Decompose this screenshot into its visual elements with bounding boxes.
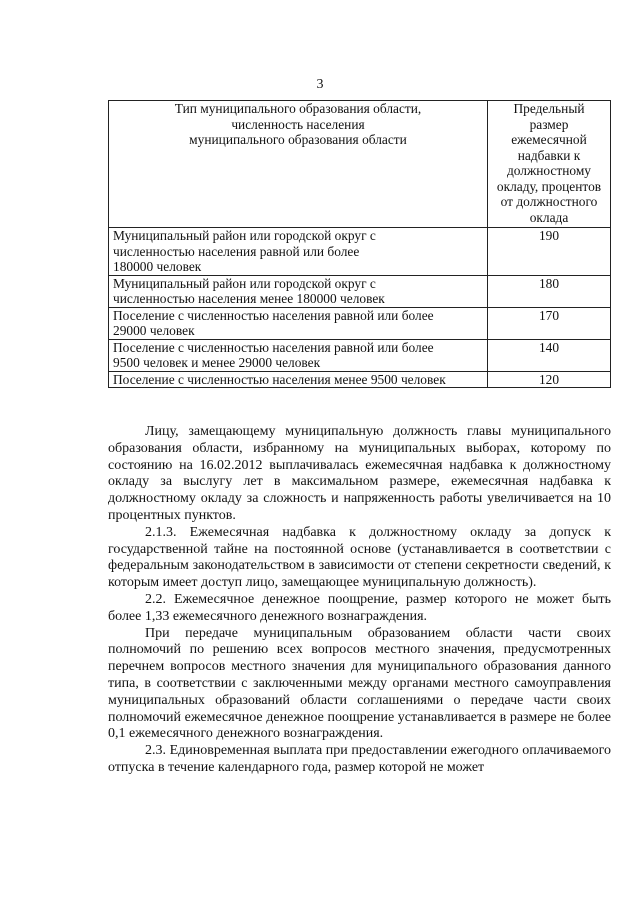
header-line: оклада	[529, 209, 569, 225]
header-line: окладу, процентов	[496, 178, 602, 194]
cell-line: 29000 человек	[113, 323, 195, 338]
header-line: ежемесячной	[511, 132, 587, 147]
cell-line: численностью населения равной или более	[113, 243, 360, 259]
table-header-type	[109, 101, 488, 228]
paragraph: Лицу, замещающему муниципальную должность главы муниципального образования области, избранному на муниципальных выборах, которому по состоянию на 16.02.2012 выплачивалась ежемесячная надбавка к должностному окладу за выслугу лет в максимальном размере, ежемесячная надбавка к должностному окладу за сложность и напряженность работы увеличивается на 10 процентных пунктов.	[108, 424, 611, 523]
table-row	[109, 228, 611, 276]
body-text	[108, 424, 611, 777]
table-cell-type	[109, 339, 488, 371]
header-line: размер	[529, 116, 569, 132]
table-cell-type	[109, 228, 488, 276]
table-cell-type	[109, 275, 488, 307]
table-cell-type	[109, 307, 488, 339]
table-row	[109, 307, 611, 339]
header-line: численность населения	[231, 116, 365, 132]
table-cell-value: 190	[488, 228, 611, 276]
cell-line: Поселение с численностью населения равной или более	[113, 307, 434, 323]
allowance-table	[108, 100, 611, 388]
page-number: 3	[316, 77, 324, 92]
cell-line: численностью населения менее 180000 человек	[113, 291, 385, 306]
cell-line: 9500 человек и менее 29000 человек	[113, 355, 321, 370]
cell-line: Муниципальный район или городской округ с	[113, 275, 376, 291]
header-line: от должностного	[500, 194, 598, 209]
cell-line: 180000 человек	[113, 259, 202, 274]
table-cell-value: 170	[488, 307, 611, 339]
paragraph: 2.1.3. Ежемесячная надбавка к должностному окладу за допуск к государственной тайне на постоянной основе (устанавливается в соответствии с федеральным законодательством в зависимости от степени секретности сведений, к которым имеет доступ лицо, замещающее муниципальную должность).	[108, 524, 611, 591]
header-line: Тип муниципального образования области,	[174, 101, 422, 116]
paragraph: 2.3. Единовременная выплата при предоставлении ежегодного оплачиваемого отпуска в течение календарного года, размер которой не может	[108, 743, 611, 775]
table-row	[109, 339, 611, 371]
paragraph: 2.2. Ежемесячное денежное поощрение, размер которого не может быть более 1,33 ежемесячного денежного вознаграждения.	[108, 591, 611, 624]
table-row	[109, 371, 611, 388]
header-line: Предельный	[513, 101, 585, 116]
table-cell-type	[109, 371, 488, 388]
cell-line: Поселение с численностью населения менее 9500 человек	[113, 371, 446, 387]
table-cell-value: 180	[488, 275, 611, 307]
table-cell-value: 140	[488, 339, 611, 371]
paragraph: При передаче муниципальным образованием области части своих полномочий по решению всех вопросов местного значения, предусмотренных перечнем вопросов местного значения для муниципального образования данного типа, в соответствии с заключенными между органами местного самоуправления муниципальных образований области соглашениями о передаче части своих полномочий ежемесячное денежное поощрение устанавливается в размере не более 0,1 ежемесячного денежного вознаграждения.	[108, 625, 611, 742]
header-line: должностному	[506, 163, 592, 178]
header-line: надбавки к	[517, 147, 581, 163]
table-cell-value: 120	[488, 371, 611, 388]
cell-line: Поселение с численностью населения равной или более	[113, 339, 434, 355]
table-row	[109, 275, 611, 307]
cell-line: Муниципальный район или городской округ с	[113, 228, 376, 243]
table-header-value	[488, 101, 611, 228]
table-header-row	[109, 101, 611, 228]
header-line: муниципального образования области	[189, 132, 407, 147]
